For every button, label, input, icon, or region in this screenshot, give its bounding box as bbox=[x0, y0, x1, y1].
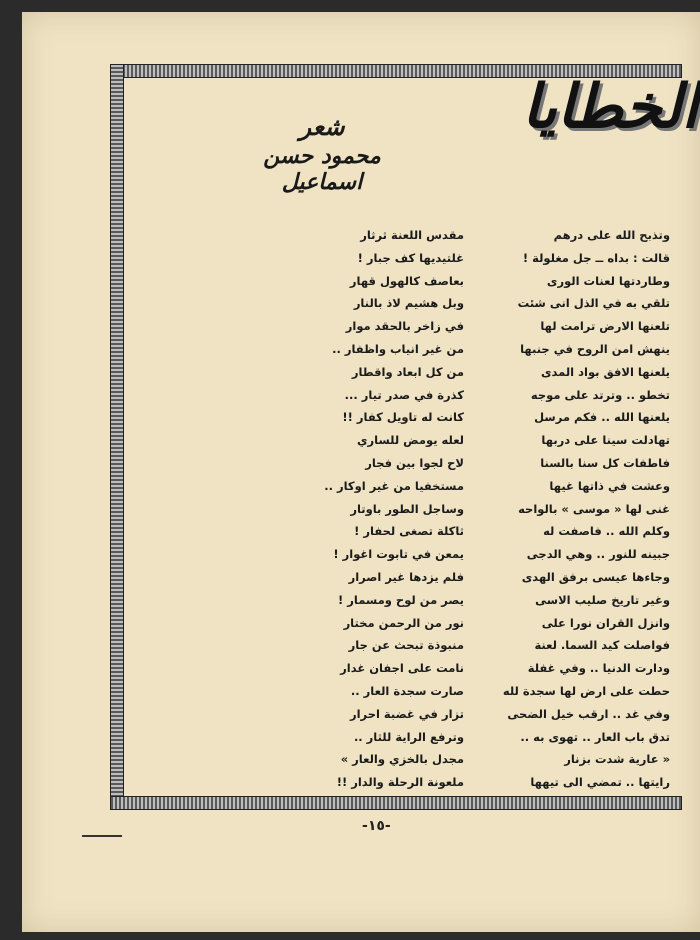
magazine-page bbox=[22, 12, 700, 932]
poem-line: مجدل بالخزي والعار » bbox=[340, 752, 464, 767]
author-name: محمود حسن اسماعيل bbox=[263, 143, 381, 195]
poem-column-left bbox=[289, 224, 464, 794]
poem-line: بعاصف كالهول قهار bbox=[349, 273, 464, 288]
poem-line: وانزل القران نورا على bbox=[541, 615, 670, 630]
poem-line: ثاكلة تصغى لحفار ! bbox=[354, 524, 464, 539]
poem-line: صارت سجدة العار .. bbox=[350, 683, 464, 698]
page-number: -١٥- bbox=[362, 818, 391, 834]
poem-line: « عارية شدت بزنار bbox=[564, 752, 670, 767]
poem-line: ملعونة الرحلة والدار !! bbox=[336, 775, 464, 790]
frame-bottom-border bbox=[110, 796, 682, 810]
byline-label: شعر bbox=[299, 112, 345, 141]
poem-line: جبينه للنور .. وهي الدجى bbox=[526, 547, 670, 562]
poem-line: تلعنها الارض ترامت لها bbox=[540, 319, 670, 334]
poem-line: نور من الرحمن مختار bbox=[343, 615, 464, 630]
poem-line: وجاءها عيسى برفق الهدى bbox=[521, 569, 670, 584]
poem-line: يمعن في تابوت اغوار ! bbox=[333, 547, 464, 562]
poem-line: وتذبح الله على درهم bbox=[553, 228, 670, 242]
poem-line: غنى لها « موسى » بالواحه bbox=[518, 501, 670, 516]
poem-line: حطت على ارض لها سجدة لله bbox=[502, 683, 670, 698]
poem-line: من غير انياب واظفار .. bbox=[332, 341, 464, 356]
byline bbox=[222, 112, 422, 195]
poem-line: فواصلت كيد السما. لعنة bbox=[534, 638, 670, 653]
poem-line: تخطو .. وترتد على موجه bbox=[530, 387, 670, 402]
poem-line: يلعنها الله .. فكم مرسل bbox=[534, 410, 670, 425]
poem-title: الخطايا bbox=[522, 72, 699, 142]
poem-line: وعشت في ذاتها غيها bbox=[549, 478, 670, 493]
frame-left-border bbox=[110, 64, 124, 810]
poem-line: منبوذة تبحث عن جار bbox=[348, 638, 464, 653]
footer-rule-left bbox=[82, 835, 122, 837]
poem-line: فلم يزدها غير اصرار bbox=[348, 569, 464, 584]
poem-line: رايتها .. تمضي الى تيهها bbox=[530, 775, 670, 790]
poem-line: كانت له تاويل كفار !! bbox=[342, 410, 464, 425]
poem-line: ينهش امن الروح في جنبها bbox=[520, 341, 670, 356]
poem-line: وكلم الله .. فاصفت له bbox=[543, 524, 670, 539]
poem-line: تلقي به في الذل انى شئت bbox=[517, 296, 670, 311]
poem-line: يصر من لوح ومسمار ! bbox=[338, 592, 464, 607]
poem-column-right bbox=[500, 224, 670, 794]
poem-line: وطاردتها لعنات الورى bbox=[546, 273, 670, 288]
poem-line: تدق باب العار .. تهوى به .. bbox=[520, 729, 670, 744]
poem-line: لعله يومض للساري bbox=[356, 433, 464, 448]
poem-line: كذرة في صدر تيار ... bbox=[344, 387, 464, 402]
poem-line: فاطفات كل سنا بالسنا bbox=[540, 455, 670, 470]
poem-line: وترفع الراية للثار .. bbox=[353, 729, 464, 744]
poem-line: ودارت الدنيا .. وفي غفلة bbox=[527, 661, 670, 676]
poem-line: مستخفيا من غير اوكار .. bbox=[324, 478, 464, 493]
poem-line: وفي غد .. ارقب خيل الضحى bbox=[507, 706, 670, 721]
poem-line: نامت على اجفان غدار bbox=[340, 661, 464, 676]
poem-line: من كل ابعاد واقطار bbox=[351, 364, 464, 379]
poem-line: قالت : بداه ــ جل مغلولة ! bbox=[522, 250, 670, 265]
poem-line: يلعنها الافق بواد المدى bbox=[540, 364, 670, 379]
poem-line: في زاخر بالحقد موار bbox=[345, 319, 464, 334]
poem-line: وساجل الطور باوتار bbox=[350, 501, 464, 516]
poem-line: تهادلت سينا على دربها bbox=[541, 433, 670, 448]
poem-line: وبل هشيم لاذ بالنار bbox=[353, 296, 464, 311]
poem-line: لاح لجوا بين فجار bbox=[365, 455, 464, 470]
poem-line: تزار في غضبة احرار bbox=[349, 706, 464, 721]
poem-line: وغير تاريخ صليب الاسى bbox=[535, 592, 670, 607]
poem-line: غلتيديها كف جبار ! bbox=[357, 250, 464, 265]
poem-line: مقدس اللعنة ثرثار bbox=[360, 228, 464, 242]
